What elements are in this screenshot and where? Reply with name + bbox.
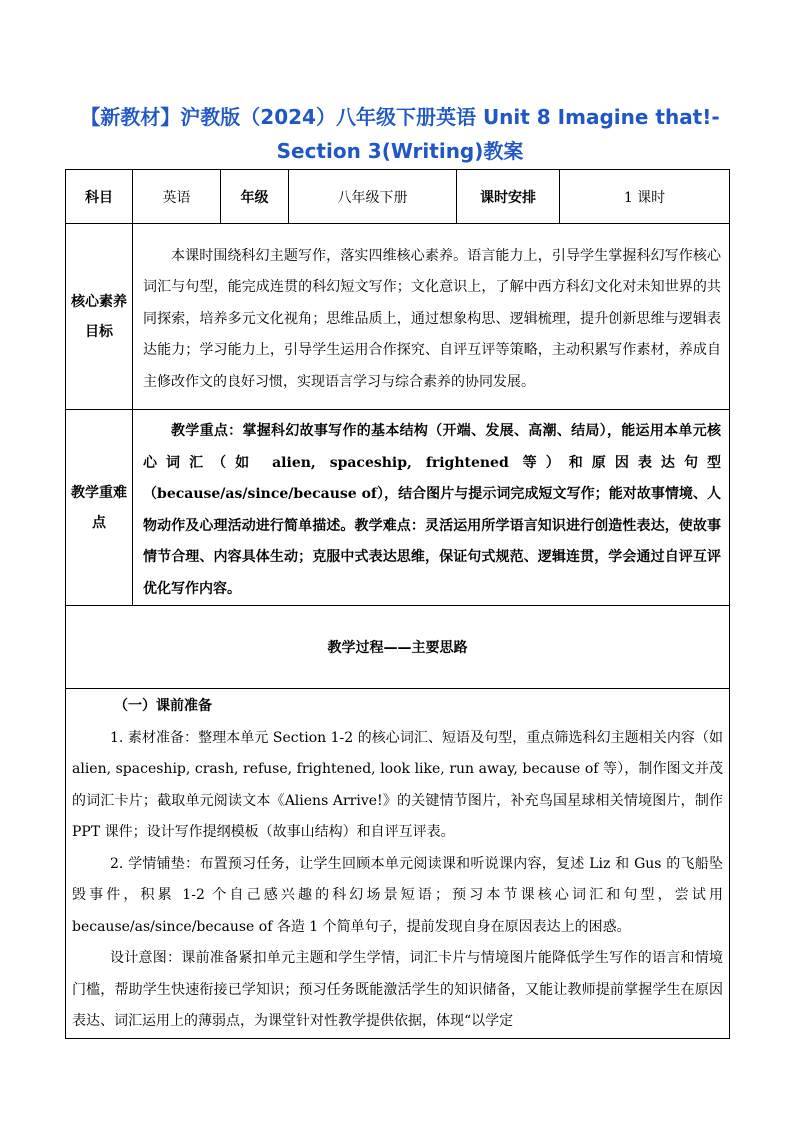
core-literacy-row: [66, 224, 730, 410]
process-subheading: （一）课前准备: [114, 698, 212, 714]
grade-value: 八年级下册: [289, 170, 457, 224]
process-paragraph-2: 2. 学情铺垫：布置预习任务，让学生回顾本单元阅读课和听说课内容，复述 Liz 和 Gus 的飞船坠毁事件，积累 1-2 个自己感兴趣的科幻场景短语；预习本节课核心词汇和句型，尝试用 because/as/since/because of 各造 1 个简单句子，提前发现自身在原因表达上的困惑。: [72, 855, 723, 935]
document-title: 【新教材】沪教版（2024）八年级下册英语 Unit 8 Imagine that!-Section 3(Writing)教案: [80, 105, 720, 163]
core-literacy-label: 核心素养目标: [66, 224, 133, 410]
header-row: [66, 170, 730, 224]
hours-label: 课时安排: [457, 170, 560, 224]
process-paragraph-1: 1. 素材准备：整理本单元 Section 1-2 的核心词汇、短语及句型，重点筛选科幻主题相关内容（如 alien, spaceship, crash, refuse, frightened, look like, run away, because of 等），制作图文并茂的词汇卡片；截取单元阅读文本《Aliens Arrive!》的关键情节图片，补充鸟国星球相关情境图片，制作 PPT 课件；设计写作提纲模板（故事山结构）和自评互评表。: [72, 729, 723, 840]
key-points-row: [66, 410, 730, 606]
process-heading-row: [66, 606, 730, 689]
subject-label: 科目: [66, 170, 133, 224]
core-literacy-cell: [133, 224, 730, 410]
lesson-plan-table: [65, 169, 730, 1039]
key-points-text: 教学重点：掌握科幻故事写作的基本结构（开端、发展、高潮、结局），能运用本单元核心词汇（如 alien, spaceship, frightened 等）和原因表达句型（because/as/since/because of），结合图片与提示词完成短文写作；能对故事情境、人物动作及心理活动进行简单描述。教学难点：灵活运用所学语言知识进行创造性表达，使故事情节合理、内容具体生动；克服中式表达思维，保证句式规范、逻辑连贯，学会通过自评互评优化写作内容。: [143, 423, 721, 597]
process-content-row: [66, 689, 730, 1039]
subject-value: 英语: [133, 170, 221, 224]
core-literacy-text: 本课时围绕科幻主题写作，落实四维核心素养。语言能力上，引导学生掌握科幻写作核心词汇与句型，能完成连贯的科幻短文写作；文化意识上，了解中西方科幻文化对未知世界的共同探索，培养多元文化视角；思维品质上，通过想象构思、逻辑梳理，提升创新思维与逻辑表达能力；学习能力上，引导学生运用合作探究、自评互评等策略，主动积累写作素材，养成自主修改作文的良好习惯，实现语言学习与综合素养的协同发展。: [143, 247, 721, 390]
key-points-label: 教学重难点: [66, 410, 133, 606]
key-points-cell: [133, 410, 730, 606]
process-content-cell: [66, 689, 730, 1039]
hours-value: 1 课时: [560, 170, 730, 224]
grade-label: 年级: [221, 170, 289, 224]
process-heading: 教学过程——主要思路: [66, 606, 730, 689]
process-paragraph-3: 设计意图：课前准备紧扣单元主题和学生学情，词汇卡片与情境图片能降低学生写作的语言和情境门槛，帮助学生快速衔接已学知识；预习任务既能激活学生的知识储备，又能让教师提前掌握学生在原因表达、词汇运用上的薄弱点，为课堂针对性教学提供依据，体现“以学定: [72, 950, 723, 1029]
